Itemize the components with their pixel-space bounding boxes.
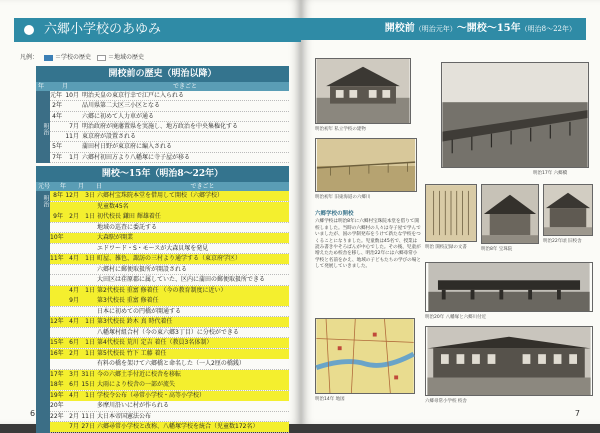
article-body: 六郷学校は明治8年に六郷村宝珠院本堂を借りて開校しました。当時の六郷村の人々は寺子屋で学んでいましたが、国の学制発布をうけて新たな学校をつくることになりました。児童数は45名で、授業は読み書きやそろばんが中心でした。その後、児童が増えたため校舎を移し、明治22年には六郷尋常小学校と名前をかえ、地域の子どもたちの学びの場として発展していきました。: [315, 219, 421, 270]
school-history-row: 7月 27日 六郷尋常小学校と改称、八幡塚学校を統合（児童数172名）: [36, 422, 289, 433]
local-history-row: 日本に初めての円橋が開通する: [36, 307, 289, 318]
school-history-row: 18年 6月 15日 大雨により校舎の一部が流失: [36, 380, 289, 391]
right-page-header: 開校前（明治元年）～開校～15年（明治8～22年）: [301, 18, 586, 40]
timeline-row: 5年 蒲田村日野が東京府に編入される: [36, 142, 289, 152]
caption-photo-5: 明治8年 宝珠院: [481, 247, 513, 252]
caption-photo-8: 明治14年 地図: [315, 397, 345, 402]
school-history-row: 4月 1日 第2代校長 重富 修着任 （今の教育制度に近い）: [36, 286, 289, 297]
section-pre-opening: [36, 66, 289, 163]
left-page-header: 六郷小学校のあゆみ: [14, 18, 301, 42]
section2-title: 開校～15年（明治8～22年）: [36, 166, 289, 182]
caption-photo-1: 明治初年 私立学校の建物: [315, 127, 366, 132]
legend: [20, 52, 144, 61]
timeline-row: 11月 東京府が設置される: [36, 132, 289, 142]
section2-rows: [36, 191, 289, 433]
school-history-row: 9年 2月 1日 初代校長 鎌田 輝雄着任: [36, 212, 289, 223]
school-history-row: 15年 6月 1日 第4代校長 荒川 定吉 着任（教員3名体制）: [36, 338, 289, 349]
local-swatch: [97, 55, 106, 61]
school-history-row: 19年 4月 1日 学校令公布（尋常小学校・高等小学校）: [36, 391, 289, 402]
photo-temple: [481, 184, 539, 244]
local-history-row: エドワード・S・モースが大森貝塚を発見: [36, 244, 289, 255]
photo-school-building: [425, 326, 593, 396]
timeline-row: 4年 六郷に初めて人力車が通る: [36, 112, 289, 122]
section-opening: [36, 166, 289, 433]
caption-photo-2: 明治17年 六郷橋: [533, 171, 568, 176]
timeline-row: 元年 10月 明治天皇の東京行幸で江戸に入られる: [36, 91, 289, 101]
article-title: 六郷学校の開校: [315, 211, 354, 217]
photo-document: [425, 184, 477, 242]
timeline-row: 7月 明治政府が廃藩置県を実施し、地方政治を中央集権化する: [36, 122, 289, 132]
local-history-row: 大田区は荏原郡に属していた、区内に蒲田の郵便取扱所できる: [36, 275, 289, 286]
photo-river: [315, 138, 417, 192]
caption-photo-7: 明治20年 八幡塚と六郷川付近: [425, 315, 487, 320]
legend-label: 凡例：: [20, 54, 39, 61]
page-number-left: 6: [30, 409, 36, 418]
school-history-row: 8年 12月 3日 六郷村宝珠院本堂を借用して開校（六郷学校）: [36, 191, 289, 202]
legend-local: ＝地域の歴史: [97, 52, 144, 61]
legend-school: ＝学校の歴史: [44, 52, 91, 61]
photo-old-building: [315, 58, 411, 124]
timeline-row: 2年 品川県第二大区三小区となる: [36, 101, 289, 111]
article: [315, 211, 421, 271]
section1-column-header: 年 月 できごと: [36, 82, 289, 91]
left-page: [0, 0, 301, 430]
photo-railway: [425, 262, 593, 312]
local-history-row: 22年 2月 11日 大日本帝国憲法公布: [36, 412, 289, 423]
local-history-row: 20年 多摩川沿いに村が作られる: [36, 401, 289, 412]
local-history-row: 八幡塚村組合村（今の東六郷3丁目）に分校ができる: [36, 328, 289, 339]
caption-photo-4: 明治 開校記録の文書: [425, 245, 467, 250]
school-history-row: 児童数45名: [36, 202, 289, 213]
section1-rows: [36, 91, 289, 163]
caption-photo-3: 明治初年 旧東海道の六郷川: [315, 195, 371, 200]
caption-photo-9: 六郷尋常小学校 校舎: [425, 399, 467, 404]
local-history-row: 有料の橋を架けて六郷橋と命名した（一人2厘の橋銭）: [36, 359, 289, 370]
photo-map: [315, 318, 415, 394]
school-history-row: 11年 4月 1日 町屋、雑色、諏訪の三村より通学する（東京府学区）: [36, 254, 289, 265]
section2-column-header: 元号 年 月 日 できごと: [36, 182, 289, 191]
school-history-row: 16年 2月 1日 第5代校長 竹下 工藤 着任: [36, 349, 289, 360]
school-history-row: 10年 大森駅が開業: [36, 233, 289, 244]
local-history-row: 地域の巡査に委託する: [36, 223, 289, 234]
local-history-row: 六郷村に郵便取扱所が開設される: [36, 265, 289, 276]
caption-photo-6: 明治22年頃 旧校舎: [543, 239, 582, 244]
school-history-row: 17年 3月 31日 今の六郷土手付近に校舎を移転: [36, 370, 289, 381]
school-swatch: [44, 55, 53, 61]
right-page: [301, 0, 600, 424]
page-number-right: 7: [574, 409, 580, 418]
era-label: 明治: [36, 91, 50, 163]
school-history-row: 9月 第3代校長 重富 修着任: [36, 296, 289, 307]
school-history-row: 12年 4月 1日 第3代校長 鈴木 真 時代着任: [36, 317, 289, 328]
photo-bridge: [441, 62, 589, 168]
photo-old-school: [543, 184, 593, 236]
timeline-row: 7年 1月 六郷村初田方より八幡塚に寺子屋が移る: [36, 153, 289, 163]
era-label: 明治: [36, 191, 50, 433]
section1-title: 開校前の歴史（明治以降）: [36, 66, 289, 82]
